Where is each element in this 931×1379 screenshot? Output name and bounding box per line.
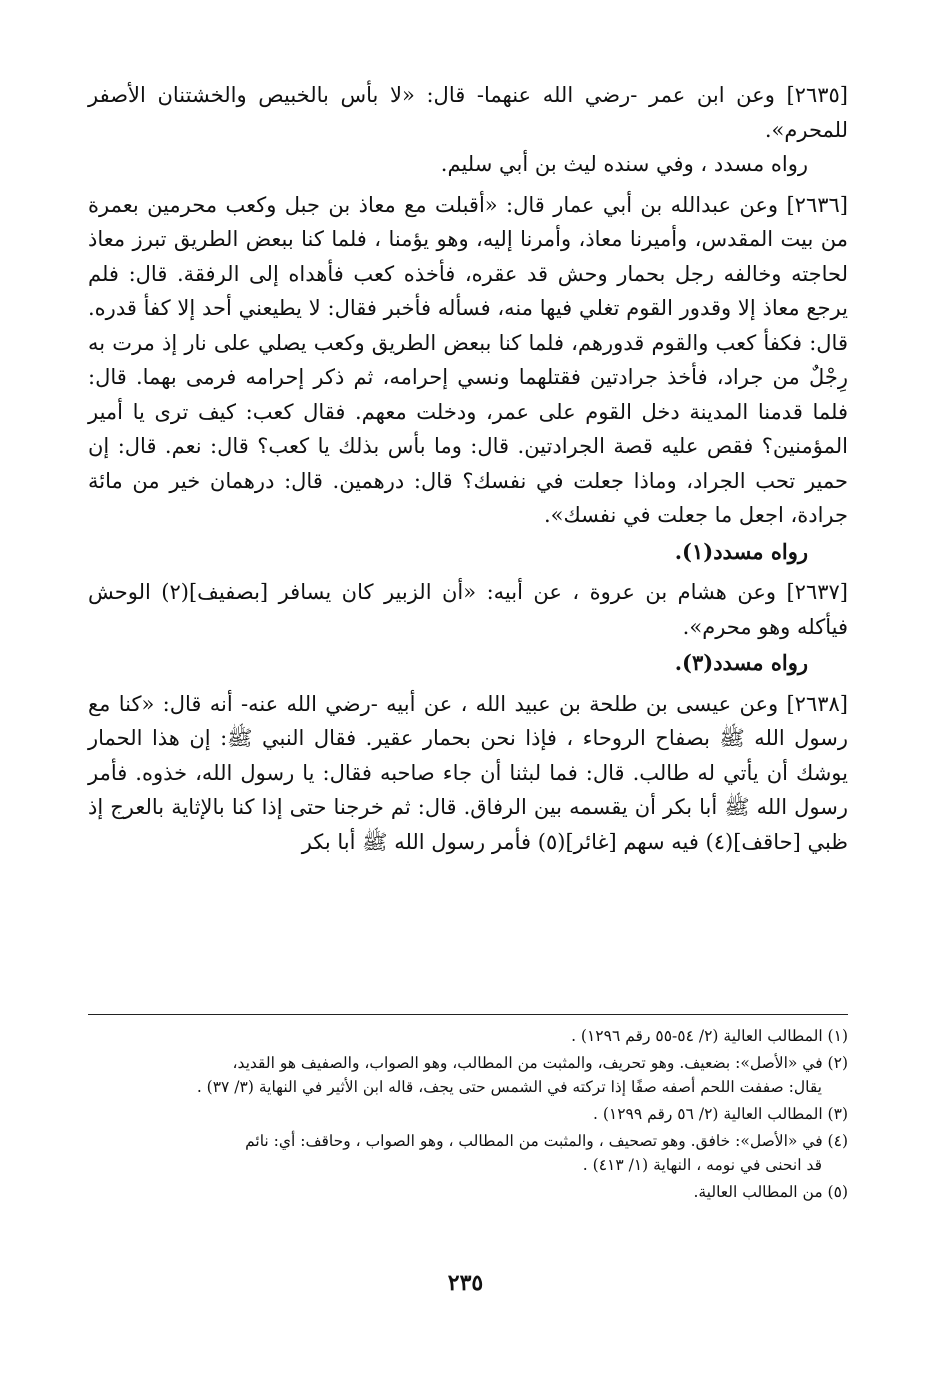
hadith-2637: [٢٦٣٧] وعن هشام بن عروة ، عن أبيه: «أن الزبير كان يسافر [بصفيف](٢) الوحش فيأكله وهو محرم». (88, 580, 848, 639)
narration-note-2635: رواه مسدد ، وفي سنده ليث بن أبي سليم. (440, 152, 808, 176)
footnote-4-continuation: قد انحنى في نومه ، النهاية (١/ ٤١٣) . (582, 1156, 822, 1174)
page-number: ٢٣٥ (447, 1270, 484, 1296)
footnote-4-text: (٤) في «الأصل»: خافق. وهو تصحيف ، والمثبت من المطالب ، وهو الصواب ، وحاقف: أي: نائم (245, 1132, 848, 1150)
footnote-2-continuation: يقال: صففت اللحم أصفه صفًا إذا تركته في الشمس حتى يجف، قاله ابن الأثير في النهاية (٣/ ٣٧) . (196, 1078, 822, 1096)
footnote-3-text: (٣) المطالب العالية (٢/ ٥٦ رقم ١٢٩٩) . (592, 1105, 848, 1123)
footnote-2-text: (٢) في «الأصل»: بضعيف. وهو تحريف، والمثبت من المطالب، وهو الصواب، والصفيف هو القديد، (232, 1054, 848, 1072)
footnote-5 (88, 1180, 848, 1204)
footnote-2 (88, 1051, 848, 1099)
footnote-5-text: (٥) من المطالب العالية. (693, 1183, 848, 1201)
hadith-2635: [٢٦٣٥] وعن ابن عمر -رضي الله عنهما- قال: «لا بأس بالخبيص والخشتنان الأصفر للمحرم». (88, 83, 848, 142)
footnotes (88, 1024, 848, 1207)
footnote-3 (88, 1102, 848, 1126)
footnote-1-text: (١) المطالب العالية (٢/ ٥٤-٥٥ رقم ١٢٩٦) . (571, 1027, 848, 1045)
footnote-1 (88, 1024, 848, 1048)
footnote-4 (88, 1129, 848, 1177)
narration-note-2636: رواه مسدد(١). (674, 538, 808, 564)
footnote-divider (88, 1014, 848, 1015)
narration-note-2637: رواه مسدد(٣). (674, 650, 808, 675)
main-text (88, 78, 848, 859)
hadith-2638: [٢٦٣٨] وعن عيسى بن طلحة بن عبيد الله ، عن أبيه -رضي الله عنه- أنه قال: «كنا مع رسول الله ﷺ بصفاح الروحاء ، فإذا نحن بحمار عقير. فقال النبي ﷺ: إن هذا الحمار يوشك أن يأتي له طالب. قال: فما لبثنا أن جاء صاحبه فقال: يا رسول الله، خذوه. فأمر رسول الله ﷺ أبا بكر أن يقسمه بين الرفاق. قال: ثم خرجنا حتى إذا كنا بالإثاية بالعرج إذ ظبي [حاقف](٤) فيه سهم [غائر](٥) فأمر رسول الله ﷺ أبا بكر (88, 691, 848, 854)
hadith-2636: [٢٦٣٦] وعن عبدالله بن أبي عمار قال: «أقبلت مع معاذ بن جبل وكعب محرمين بعمرة من بيت المقدس، وأميرنا معاذ، وأمرنا إليه، وهو يؤمنا ، فلما كنا ببعض الطريق تبرز معاذ لحاجته وخالفه رجل بحمار وحش قد عقره، فأخذه كعب فأهداه إلى الرفقة. قال: فلم يرجع معاذ إلا وقدور القوم تغلي فيها منه، فسأله فأخبر فقال: لا يطيعني أحد إلا كفأ قدره. قال: فكفأ كعب والقوم قدورهم، فلما كنا ببعض الطريق وكعب يصلي على نار إذ مرت به رِجْلٌ من جراد، فأخذ جرادتين فقتلهما ونسي إحرامه، ثم ذكر إحرامه فرمى بهما. قال: فلما قدمنا المدينة دخل القوم على عمر، ودخلت معهم. فقال كعب: كيف ترى يا أمير المؤمنين؟ فقص عليه قصة الجرادتين. قال: وما بأس بذلك يا كعب؟ قال: نعم. قال: إن حمير تحب الجراد، وماذا جعلت في نفسك؟ قال: درهمين. قال: درهمان خير من مائة جرادة، اجعل ما جعلت في نفسك». (88, 192, 849, 527)
